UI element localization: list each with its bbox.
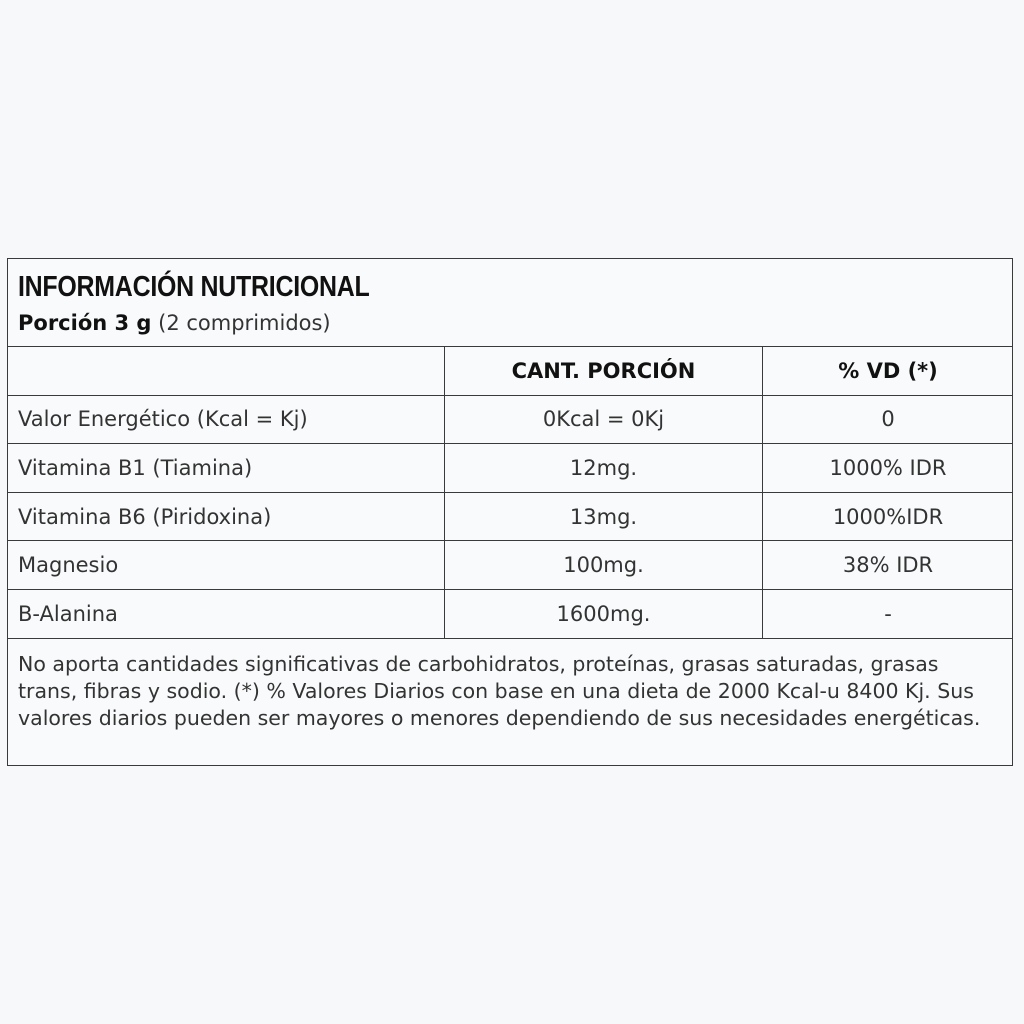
nutrient-vd: 0 (762, 396, 1013, 444)
nutrient-amount: 100mg. (444, 541, 762, 589)
nutrient-amount: 13mg. (444, 493, 762, 541)
column-header-vd: % VD (*) (762, 347, 1013, 395)
nutrient-amount: 12mg. (444, 444, 762, 492)
table-row (8, 590, 1012, 639)
nutrient-name: Vitamina B1 (Tiamina) (18, 455, 253, 480)
column-header-nutrient (8, 347, 444, 395)
portion-size-bold: Porción 3 g (18, 311, 152, 335)
nutrient-name: B-Alanina (18, 601, 118, 626)
nutrient-amount: 1600mg. (444, 590, 762, 638)
nutrient-vd: - (762, 590, 1013, 638)
nutrient-vd: 38% IDR (762, 541, 1013, 589)
nutrient-name: Magnesio (18, 553, 119, 578)
column-header-row (8, 347, 1012, 396)
nutrient-vd: 1000% IDR (762, 444, 1013, 492)
nutrient-name: Vitamina B6 (Piridoxina) (18, 504, 272, 529)
nutrient-vd: 1000%IDR (762, 493, 1013, 541)
table-row (8, 541, 1012, 590)
footnote: No aporta cantidades significativas de carbohidratos, proteínas, grasas saturadas, grasas trans, fibras y sodio. (*) % Valores Diarios con base en una dieta de 2000 Kcal-u 8400 Kj. Sus valores diarios pueden ser mayores o menores dependiendo de sus necesidades energéticas. (18, 652, 981, 730)
table-row (8, 493, 1012, 542)
nutrient-amount: 0Kcal = 0Kj (444, 396, 762, 444)
table-row (8, 444, 1012, 493)
column-header-amount: CANT. PORCIÓN (444, 347, 762, 395)
portion-size (18, 311, 331, 335)
nutrient-name: Valor Energético (Kcal = Kj) (18, 407, 308, 432)
portion-size-detail: (2 comprimidos) (151, 311, 331, 335)
table-title: INFORMACIÓN NUTRICIONAL (18, 271, 370, 303)
table-row (8, 396, 1012, 445)
nutrition-facts-table (7, 258, 1013, 766)
table-header (8, 259, 1012, 347)
